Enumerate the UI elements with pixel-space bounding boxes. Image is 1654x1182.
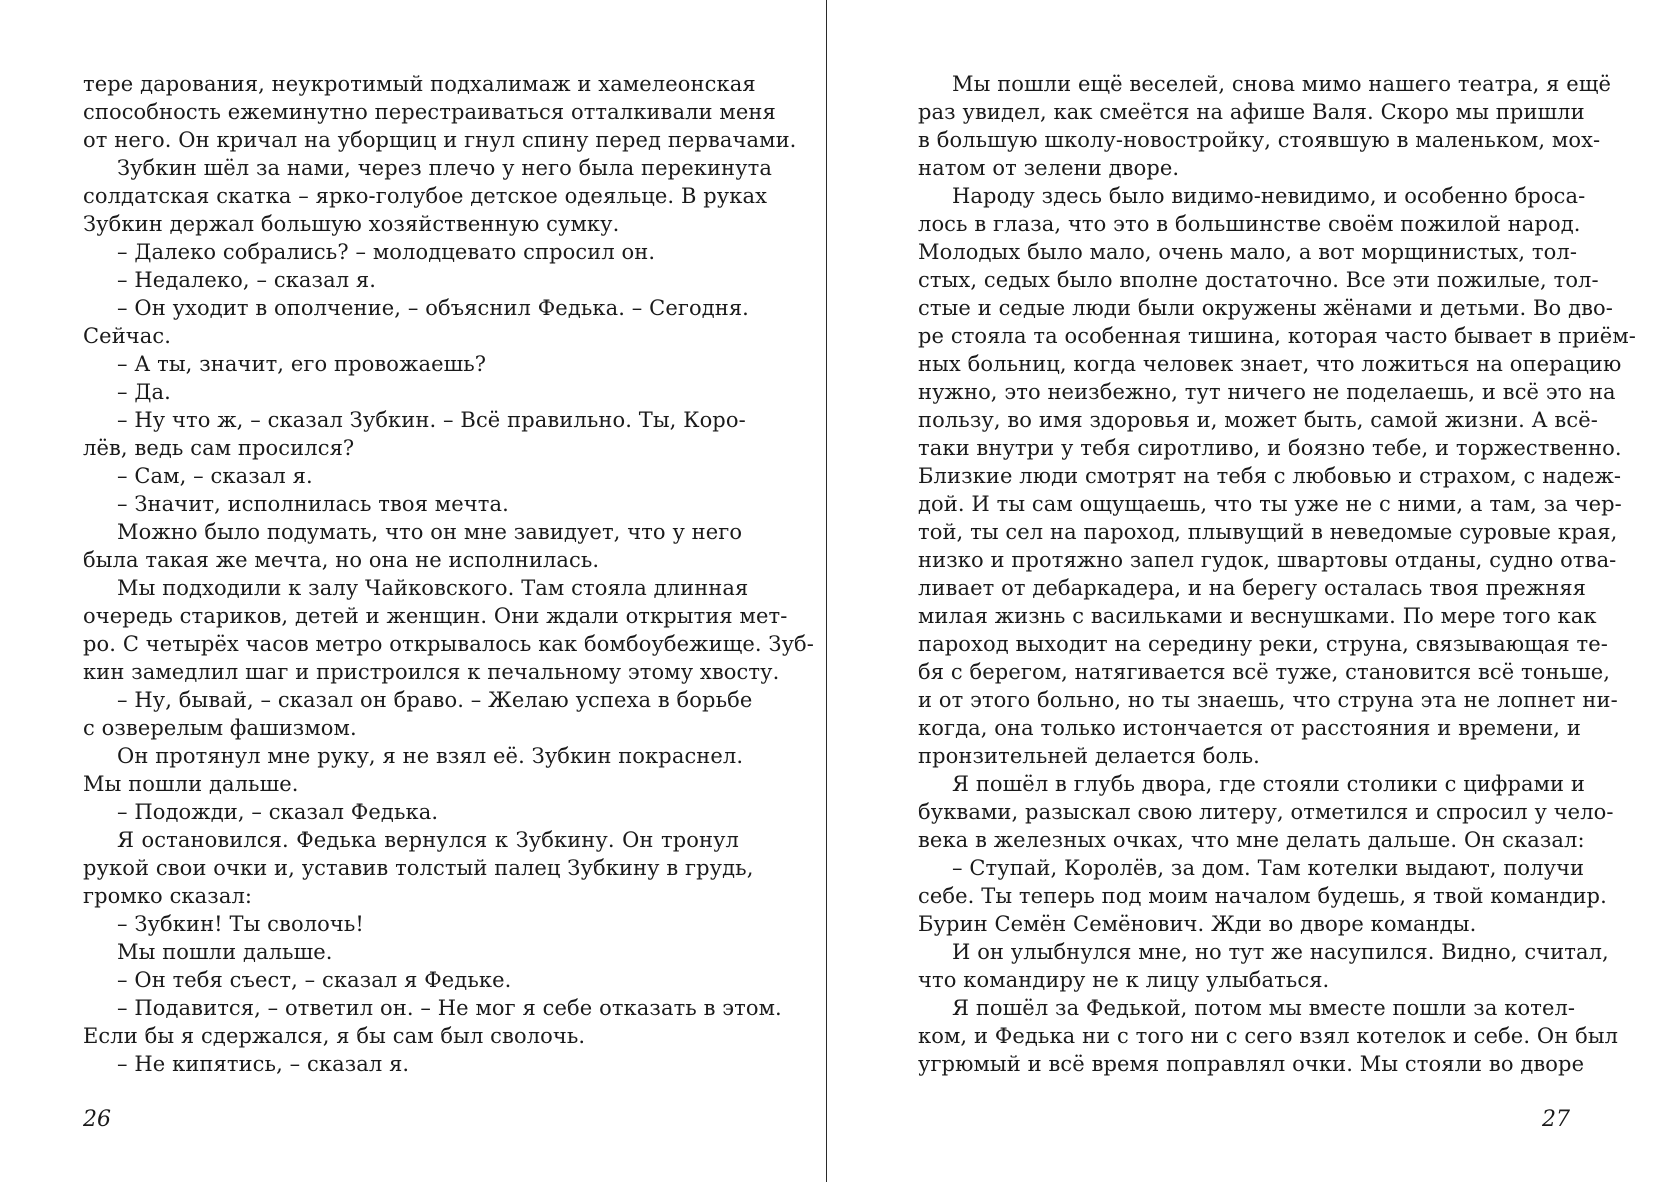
text-line: Я пошёл в глубь двора, где стояли столики с цифрами и: [952, 772, 1586, 796]
text-line: себе. Ты теперь под моим началом будешь, я твой командир.: [918, 884, 1607, 908]
text-line: ных больниц, когда человек знает, что ложиться на операцию: [918, 352, 1622, 376]
text-line: Мы подходили к залу Чайковского. Там стояла длинная: [117, 576, 749, 600]
text-line: Я пошёл за Федькой, потом мы вместе пошли за котел-: [952, 996, 1576, 1020]
text-line: тере дарования, неукротимый подхалимаж и хамелеонская: [83, 72, 756, 96]
text-line: раз увидел, как смеётся на афише Валя. Скоро мы пришли: [918, 100, 1585, 124]
text-line: пользу, во имя здоровья и, может быть, самой жизни. А всё-: [918, 408, 1598, 432]
text-line: Народу здесь было видимо-невидимо, и особенно броса-: [952, 184, 1586, 208]
text-line: рукой свои очки и, уставив толстый палец Зубкину в грудь,: [83, 856, 754, 880]
text-line: натом от зелени дворе.: [918, 156, 1180, 180]
text-line: той, ты сел на пароход, плывущий в неведомые суровые края,: [918, 520, 1618, 544]
text-line: – Не кипятись, – сказал я.: [117, 1052, 410, 1076]
text-line: ком, и Федька ни с того ни с сего взял котелок и себе. Он был: [918, 1024, 1619, 1048]
text-line: Зубкин держал большую хозяйственную сумку.: [83, 212, 620, 236]
text-line: дой. И ты сам ощущаешь, что ты уже не с ними, а там, за чер-: [918, 492, 1622, 516]
text-line: что командиру не к лицу улыбаться.: [918, 968, 1330, 992]
text-line: – Ну, бывай, – сказал он браво. – Желаю успеха в борьбе: [117, 688, 753, 712]
text-line: Молодых было мало, очень мало, а вот морщинистых, тол-: [918, 240, 1578, 264]
text-line: пронзительней делается боль.: [918, 744, 1260, 768]
right-page-number: 27: [1542, 1107, 1570, 1132]
text-line: солдатская скатка – ярко-голубое детское одеяльце. В руках: [83, 184, 768, 208]
text-line: – Он уходит в ополчение, – объяснил Федька. – Сегодня.: [117, 296, 749, 320]
text-line: – Далеко собрались? – молодцевато спросил он.: [117, 240, 656, 264]
text-line: – Зубкин! Ты сволочь!: [117, 912, 364, 936]
text-line: и от этого больно, но ты знаешь, что струна эта не лопнет ни-: [918, 688, 1618, 712]
text-line: с озверелым фашизмом.: [83, 716, 357, 740]
right-page: [827, 0, 1654, 1182]
text-line: была такая же мечта, но она не исполнилась.: [83, 548, 600, 572]
text-line: буквами, разыскал свою литеру, отметился и спросил у чело-: [918, 800, 1614, 824]
text-line: Бурин Семён Семёнович. Жди во дворе команды.: [918, 912, 1477, 936]
text-line: очередь стариков, детей и женщин. Они ждали открытия мет-: [83, 604, 788, 628]
text-line: способность ежеминутно перестраиваться отталкивали меня: [83, 100, 776, 124]
text-line: Мы пошли ещё веселей, снова мимо нашего театра, я ещё: [952, 72, 1611, 96]
text-line: – Подавится, – ответил он. – Не мог я себе отказать в этом.: [117, 996, 782, 1020]
text-line: И он улыбнулся мне, но тут же насупился. Видно, считал,: [952, 940, 1609, 964]
text-line: Я остановился. Федька вернулся к Зубкину. Он тронул: [117, 828, 739, 852]
text-line: лось в глаза, что это в большинстве своём пожилой народ.: [918, 212, 1581, 236]
text-line: – Значит, исполнилась твоя мечта.: [117, 492, 509, 516]
text-line: века в железных очках, что мне делать дальше. Он сказал:: [918, 828, 1585, 852]
text-line: ливает от дебаркадера, и на берегу осталась твоя прежняя: [918, 576, 1587, 600]
text-line: стых, седых было вполне достаточно. Все эти пожилые, тол-: [918, 268, 1599, 292]
text-line: низко и протяжно запел гудок, швартовы отданы, судно отва-: [918, 548, 1617, 572]
text-line: стые и седые люди были окружены жёнами и детьми. Во дво-: [918, 296, 1613, 320]
text-line: громко сказал:: [83, 884, 253, 908]
text-line: бя с берегом, натягивается всё туже, становится всё тоньше,: [918, 660, 1611, 684]
text-line: Если бы я сдержался, я бы сам был сволочь.: [83, 1024, 586, 1048]
text-line: – Сам, – сказал я.: [117, 464, 313, 488]
text-line: Зубкин шёл за нами, через плечо у него была перекинута: [117, 156, 772, 180]
text-line: ре стояла та особенная тишина, которая часто бывает в приём-: [918, 324, 1636, 348]
text-line: – Подожди, – сказал Федька.: [117, 800, 439, 824]
text-line: Мы пошли дальше.: [83, 772, 299, 796]
text-line: – Ну что ж, – сказал Зубкин. – Всё правильно. Ты, Коро-: [117, 408, 746, 432]
text-line: лёв, ведь сам просился?: [83, 436, 355, 460]
text-line: – Да.: [117, 380, 171, 404]
text-line: милая жизнь с васильками и веснушками. По мере того как: [918, 604, 1597, 628]
text-line: Мы пошли дальше.: [117, 940, 333, 964]
text-line: ро. С четырёх часов метро открывалось как бомбоубежище. Зуб-: [83, 632, 814, 656]
text-line: угрюмый и всё время поправлял очки. Мы стояли во дворе: [918, 1052, 1585, 1076]
text-line: когда, она только истончается от расстояния и времени, и: [918, 716, 1581, 740]
text-line: Сейчас.: [83, 324, 172, 348]
text-line: нужно, это неизбежно, тут ничего не поделаешь, и всё это на: [918, 380, 1616, 404]
left-page-number: 26: [83, 1107, 111, 1132]
text-line: Он протянул мне руку, я не взял её. Зубкин покраснел.: [117, 744, 744, 768]
text-line: – Недалеко, – сказал я.: [117, 268, 377, 292]
text-line: Близкие люди смотрят на тебя с любовью и страхом, с надеж-: [918, 464, 1622, 488]
text-line: – Он тебя съест, – сказал я Федьке.: [117, 968, 512, 992]
left-page-text: [83, 70, 814, 1078]
text-line: пароход выходит на середину реки, струна, связывающая те-: [918, 632, 1608, 656]
text-line: в большую школу-новостройку, стоявшую в маленьком, мох-: [918, 128, 1601, 152]
text-line: от него. Он кричал на уборщиц и гнул спину перед первачами.: [83, 128, 797, 152]
text-line: кин замедлил шаг и пристроился к печальному этому хвосту.: [83, 660, 780, 684]
text-line: – Ступай, Королёв, за дом. Там котелки выдают, получи: [952, 856, 1585, 880]
text-line: Можно было подумать, что он мне завидует, что у него: [117, 520, 743, 544]
text-line: – А ты, значит, его провожаешь?: [117, 352, 487, 376]
right-page-text: [918, 70, 1636, 1078]
text-line: таки внутри у тебя сиротливо, и боязно тебе, и торжественно.: [918, 436, 1622, 460]
